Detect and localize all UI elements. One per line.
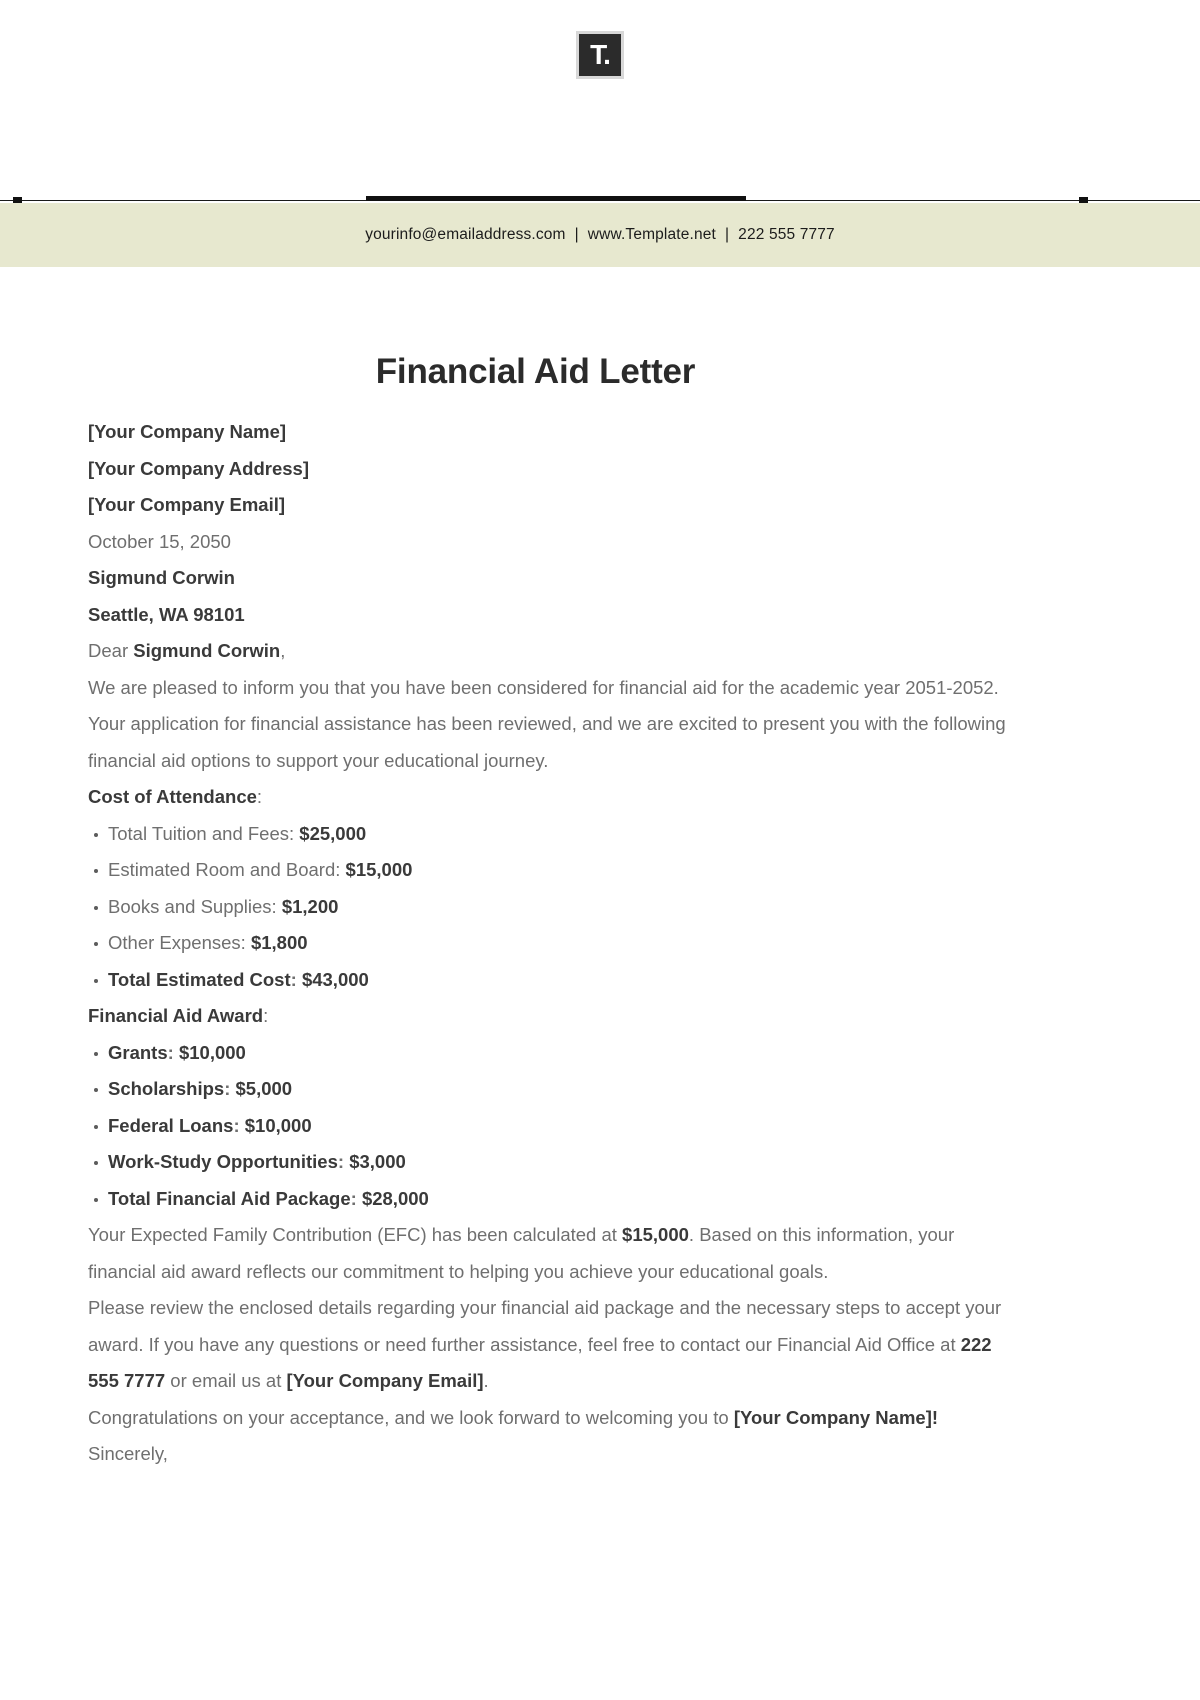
award-section-heading-label: Financial Aid Award	[88, 1005, 264, 1026]
efc-text-part-1: Your Expected Family Contribution (EFC) has been calculated at	[88, 1224, 623, 1245]
cost-of-attendance-list	[88, 816, 1018, 999]
contact-email-placeholder: [Your Company Email]	[286, 1370, 484, 1391]
cost-item-label: Books and Supplies	[108, 895, 272, 917]
list-item	[88, 1108, 1018, 1145]
award-item-colon: :	[224, 1078, 236, 1099]
award-item-label: Federal Loans	[108, 1114, 234, 1136]
contact-separator-2: |	[724, 226, 730, 243]
contact-phone-number: 222 555 7777	[88, 1333, 992, 1391]
cost-item-label: Total Estimated Cost	[108, 968, 291, 990]
award-item-value: $5,000	[235, 1078, 293, 1099]
financial-aid-award-list	[88, 1035, 1018, 1218]
award-item-colon: :	[337, 1151, 350, 1172]
sign-off: Sincerely,	[88, 1443, 168, 1464]
cost-item-value: $1,200	[281, 895, 339, 917]
sender-company-address: [Your Company Address]	[88, 457, 309, 479]
contact-email[interactable]: yourinfo@emailaddress.com	[365, 226, 566, 243]
contact-text-part-1: Please review the enclosed details regarding your financial aid package and the necessary steps to accept your award. If you have any questions or need further assistance, feel free to contact our Financial Aid Office at	[88, 1297, 1002, 1355]
contact-phone[interactable]: 222 555 7777	[738, 226, 835, 243]
cost-item-label: Total Tuition and Fees	[108, 822, 289, 844]
salutation-name: Sigmund Corwin	[133, 640, 281, 661]
cost-item-value: $1,800	[250, 932, 308, 953]
award-section-heading	[88, 998, 1018, 1035]
cost-item-colon: :	[290, 968, 302, 990]
salutation	[88, 633, 1018, 670]
cost-item-value: $25,000	[299, 822, 367, 844]
cost-item-label: Estimated Room and Board	[108, 859, 336, 880]
list-item	[88, 852, 1018, 889]
award-item-colon: :	[350, 1187, 362, 1209]
cost-item-colon: :	[335, 859, 346, 880]
award-item-label: Work-Study Opportunities	[108, 1151, 338, 1172]
logo-glyph: T.	[590, 39, 610, 70]
header-accent-bar	[366, 196, 746, 201]
contact-text-part-3: .	[483, 1370, 489, 1391]
letter-date: October 15, 2050	[88, 530, 231, 552]
award-item-colon: :	[167, 1041, 179, 1063]
efc-amount: $15,000	[622, 1224, 689, 1245]
contact-separator-1: |	[574, 226, 579, 243]
list-item	[88, 1071, 1018, 1108]
logo-mark	[576, 31, 624, 79]
cost-section-heading-colon: :	[256, 786, 263, 807]
list-item	[88, 962, 1018, 999]
cost-item-colon: :	[289, 822, 300, 844]
award-item-value: $28,000	[361, 1187, 429, 1209]
list-item	[88, 889, 1018, 926]
award-item-value: $10,000	[178, 1041, 246, 1063]
congrats-company-placeholder: [Your Company Name]	[733, 1406, 932, 1428]
congrats-text-part-2: !	[931, 1406, 939, 1428]
contact-website[interactable]: www.Template.net	[587, 226, 716, 243]
recipient-name: Sigmund Corwin	[88, 567, 235, 588]
letter-body	[88, 352, 1018, 1473]
salutation-suffix: ,	[280, 640, 286, 661]
intro-paragraph: We are pleased to inform you that you have been considered for financial aid for the academic year 2051-2052. Your application for financial assistance has been reviewed, and we are excited to present you with the following financial aid options to support your educational journey.	[88, 676, 1006, 771]
award-item-colon: :	[233, 1114, 245, 1136]
cost-item-colon: :	[271, 895, 282, 917]
list-item	[88, 1144, 1018, 1181]
award-item-value: $3,000	[349, 1151, 406, 1172]
list-item	[88, 1035, 1018, 1072]
list-item	[88, 816, 1018, 853]
list-item	[88, 925, 1018, 962]
list-item	[88, 1181, 1018, 1218]
cost-item-colon: :	[240, 932, 251, 953]
efc-paragraph	[88, 1217, 1018, 1290]
contact-info-bar	[0, 203, 1200, 267]
cost-item-value: $15,000	[345, 859, 413, 880]
cost-item-label: Other Expenses	[108, 932, 241, 953]
sender-company-name: [Your Company Name]	[88, 421, 287, 442]
cost-item-value: $43,000	[301, 968, 369, 990]
award-item-label: Grants	[108, 1041, 168, 1063]
recipient-address: Seattle, WA 98101	[88, 603, 245, 625]
cost-section-heading-label: Cost of Attendance	[88, 786, 257, 807]
contact-text-part-2: or email us at	[165, 1370, 287, 1391]
award-item-label: Total Financial Aid Package	[108, 1187, 351, 1209]
congrats-text-part-1: Congratulations on your acceptance, and we look forward to welcoming you to	[88, 1406, 734, 1428]
award-section-heading-colon: :	[263, 1005, 269, 1026]
cost-section-heading	[88, 779, 1018, 816]
sender-company-email: [Your Company Email]	[88, 494, 286, 515]
salutation-prefix: Dear	[88, 640, 134, 661]
brand-logo	[0, 31, 1200, 79]
award-item-label: Scholarships	[108, 1078, 225, 1099]
congratulations-paragraph	[88, 1400, 1018, 1437]
efc-text-part-2: . Based on this information, your financial aid award reflects our commitment to helping you achieve your educational goals.	[88, 1224, 955, 1282]
page-title: Financial Aid Letter	[375, 352, 696, 391]
award-item-value: $10,000	[244, 1114, 312, 1136]
contact-paragraph	[88, 1290, 1018, 1400]
